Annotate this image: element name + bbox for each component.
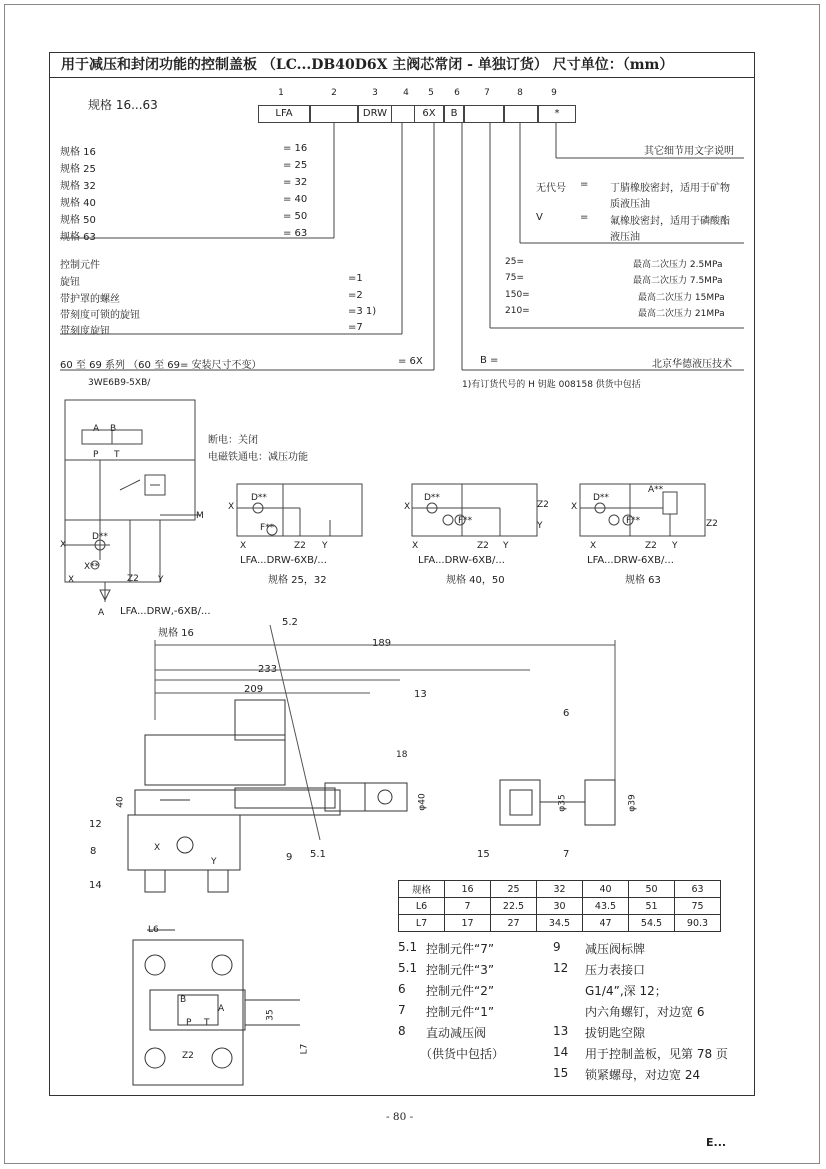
b-text: 北京华德液压技术 <box>652 359 732 370</box>
pressure-75-code: 75= <box>505 273 524 283</box>
seal-nbr-text2: 质液压油 <box>610 199 650 210</box>
control-2-code: =2 <box>348 290 363 301</box>
code-box-other: * <box>538 105 576 123</box>
schematic-note-on: 电磁铁通电：减压功能 <box>208 452 308 463</box>
table-cell: 50 <box>629 881 675 898</box>
port-x1-label: X <box>60 540 67 550</box>
legend-num: 7 <box>398 1003 406 1017</box>
schematic-sub3-label: LFA...DRW-6XB/... <box>587 555 674 566</box>
pressure-210-text: 最高二次压力 21MPa <box>638 309 725 319</box>
schematic-sub2-label: LFA...DRW-6XB/... <box>418 555 505 566</box>
callout-8: 8 <box>90 846 97 857</box>
sub2-port-y-right: Y <box>537 521 543 531</box>
size-32-label: 规格 32 <box>60 181 96 192</box>
dim-dia35: φ35 <box>557 794 568 812</box>
control-1-label: 旋钮 <box>60 277 80 288</box>
size-50-code: = 50 <box>283 211 308 222</box>
legend-text: 用于控制盖板，见第 78 页 <box>585 1047 728 1061</box>
seal-nbr-code: 无代号 <box>536 183 566 194</box>
plan-port-t: T <box>204 1018 210 1028</box>
sub2-port-x: X <box>404 502 411 512</box>
port-xs-label: X** <box>84 562 100 572</box>
size-25-code: = 25 <box>283 160 308 171</box>
port-t-label: T <box>114 450 120 460</box>
port-b-label: B <box>110 424 117 434</box>
page-title: 用于减压和封闭功能的控制盖板 （LC...DB40D6X 主阀芯常闭 - 单独订货） 尺寸单位：（mm） <box>49 52 755 78</box>
dim-l7: L7 <box>299 1043 310 1055</box>
other-details-text: 其它细节用文字说明 <box>644 146 734 157</box>
series-code: = 6X <box>398 356 423 367</box>
table-cell: L7 <box>399 915 445 932</box>
pressure-75-text: 最高二次压力 7.5MPa <box>633 276 723 286</box>
size-50-label: 规格 50 <box>60 215 96 226</box>
table-cell: 22.5 <box>491 898 537 915</box>
port-y-label: Y <box>158 575 164 585</box>
legend-text: 控制元件“3” <box>426 963 495 977</box>
legend-num: 13 <box>553 1024 569 1038</box>
control-3-code: =3 1) <box>348 306 377 317</box>
pressure-25-code: 25= <box>505 257 524 267</box>
seal-fkm-eq: = <box>580 212 589 223</box>
code-pos-2: 2 <box>331 88 337 98</box>
schematic-sub3 <box>580 484 705 536</box>
schematic-main-label: LFA...DRW,-6XB/... <box>120 606 211 617</box>
code-pos-1: 1 <box>278 88 284 98</box>
pressure-150-text: 最高二次压力 15MPa <box>638 293 725 303</box>
legend-text: 拔钥匙空隙 <box>585 1026 646 1040</box>
table-cell: 规格 <box>399 881 445 898</box>
b-code: B = <box>480 355 499 366</box>
legend-num: 9 <box>553 940 561 954</box>
callout-7: 7 <box>563 849 570 860</box>
plan-view-drawing <box>133 930 300 1085</box>
seal-fkm-text2: 液压油 <box>610 232 640 243</box>
dim-18: 18 <box>396 750 408 760</box>
sub1-port-d: D** <box>251 493 267 503</box>
table-cell: 32 <box>537 881 583 898</box>
port-m-label: M <box>196 511 204 521</box>
legend-text: （供货中包括） <box>420 1047 505 1061</box>
size-32-code: = 32 <box>283 177 308 188</box>
table-cell: 47 <box>583 915 629 932</box>
knob-drawing <box>500 780 615 825</box>
sub3-port-y: Y <box>672 541 678 551</box>
pressure-150-code: 150= <box>505 290 530 300</box>
table-cell: 51 <box>629 898 675 915</box>
size-40-code: = 40 <box>283 194 308 205</box>
callout-13: 13 <box>414 689 427 700</box>
valve-note: 3WE6B9-5XB/ <box>88 378 151 388</box>
table-cell: 90.3 <box>675 915 721 932</box>
table-cell: 54.5 <box>629 915 675 932</box>
pressure-210-code: 210= <box>505 306 530 316</box>
size-25-label: 规格 25 <box>60 164 96 175</box>
dim-209: 209 <box>244 684 264 695</box>
legend-text: 锁紧螺母，对边宽 24 <box>585 1068 701 1082</box>
schematic-note-off: 断电：关闭 <box>208 435 258 446</box>
code-pos-6: 6 <box>454 88 460 98</box>
schematic-sub2 <box>412 484 537 536</box>
legend-text: 内六角螺钉，对边宽 6 <box>585 1005 705 1019</box>
drawing-port-x: X <box>154 843 161 853</box>
dimension-lines <box>155 625 615 840</box>
code-pos-9: 9 <box>551 88 557 98</box>
control-1-code: =1 <box>348 273 363 284</box>
port-x2-label: X <box>68 575 75 585</box>
code-box-lfa: LFA <box>258 105 310 123</box>
plan-port-p: P <box>186 1018 192 1028</box>
table-cell: 27 <box>491 915 537 932</box>
code-box-b: B <box>444 105 464 123</box>
pressure-25-text: 最高二次压力 2.5MPa <box>633 260 723 270</box>
port-a-bottom-label: A <box>98 608 105 618</box>
legend-text: G1/4”,深 12； <box>585 984 667 998</box>
size-63-code: = 63 <box>283 228 308 239</box>
code-pos-7: 7 <box>484 88 490 98</box>
seal-fkm-code: V <box>536 212 543 223</box>
control-7-label: 带刻度旋钮 <box>60 326 110 337</box>
legend-num: 12 <box>553 961 569 975</box>
schematic-sub1-label: LFA...DRW-6XB/... <box>240 555 327 566</box>
seal-fkm-text1: 氟橡胶密封，适用于磷酸酯 <box>610 216 730 227</box>
dim-l6: L6 <box>148 925 159 935</box>
code-pos-8: 8 <box>517 88 523 98</box>
legend-num: 8 <box>398 1024 406 1038</box>
plan-port-a: A <box>218 1004 225 1014</box>
sub3-port-as: A** <box>648 485 664 495</box>
legend-num: 14 <box>553 1045 569 1059</box>
sub3-port-z2-right: Z2 <box>706 519 718 529</box>
size-40-label: 规格 40 <box>60 198 96 209</box>
table-cell: 34.5 <box>537 915 583 932</box>
control-2-label: 带护罩的螺丝 <box>60 294 120 305</box>
legend-num: 5.1 <box>398 961 418 975</box>
seal-nbr-eq: = <box>580 179 589 190</box>
table-cell: 30 <box>537 898 583 915</box>
dim-dia39: φ39 <box>627 794 638 812</box>
legend-text: 减压阀标牌 <box>585 942 646 956</box>
sub3-port-x: X <box>571 502 578 512</box>
control-7-code: =7 <box>348 322 363 333</box>
callout-9: 9 <box>286 852 293 863</box>
schematic-main-size: 规格 16 <box>158 628 194 639</box>
port-a-label: A <box>93 424 100 434</box>
table-cell: 16 <box>445 881 491 898</box>
dim-5-2: 5.2 <box>282 617 298 628</box>
table-cell: 40 <box>583 881 629 898</box>
sub1-port-x: X <box>228 502 235 512</box>
sub3-port-x2: X <box>590 541 597 551</box>
port-p-label: P <box>93 450 99 460</box>
dim-189: 189 <box>372 638 392 649</box>
sub2-port-z2-right: Z2 <box>537 500 549 510</box>
size-16-label: 规格 16 <box>60 147 96 158</box>
legend-num: 5.1 <box>398 940 418 954</box>
legend-text: 控制元件“2” <box>426 984 495 998</box>
legend-text: 直动减压阀 <box>426 1026 487 1040</box>
table-cell: 7 <box>445 898 491 915</box>
sub1-port-z2: Z2 <box>294 541 306 551</box>
schematic-sub3-size: 规格 63 <box>625 575 661 586</box>
callout-15: 15 <box>477 849 490 860</box>
callout-12: 12 <box>89 819 102 830</box>
table-cell: 75 <box>675 898 721 915</box>
callout-6: 6 <box>563 708 570 719</box>
series-label: 60 至 69 系列 （60 至 69= 安装尺寸不变） <box>60 360 262 371</box>
table-cell: 17 <box>445 915 491 932</box>
sub2-port-f: F** <box>458 516 473 526</box>
dim-dia40: φ40 <box>417 793 428 811</box>
callout-14: 14 <box>89 880 102 891</box>
control-3-label: 带刻度可锁的旋钮 <box>60 310 140 321</box>
port-d-label: D** <box>92 532 108 542</box>
dim-40: 40 <box>115 796 126 808</box>
code-pos-4: 4 <box>403 88 409 98</box>
table-cell: L6 <box>399 898 445 915</box>
table-cell: 25 <box>491 881 537 898</box>
port-z2-label: Z2 <box>127 574 139 584</box>
legend-text: 压力表接口 <box>585 963 646 977</box>
sub2-port-x2: X <box>412 541 419 551</box>
code-pos-5: 5 <box>428 88 434 98</box>
legend-num: 6 <box>398 982 406 996</box>
schematic-sub2-size: 规格 40，50 <box>446 575 505 586</box>
drawing-port-y: Y <box>211 857 217 867</box>
callout-5-1: 5.1 <box>310 849 326 860</box>
schematic-sub1 <box>237 484 362 536</box>
size-16-code: = 16 <box>283 143 308 154</box>
schematic-main <box>65 400 200 602</box>
code-pos-3: 3 <box>372 88 378 98</box>
schematic-sub1-size: 规格 25，32 <box>268 575 327 586</box>
sub1-port-f: F** <box>260 523 275 533</box>
sub2-port-z2: Z2 <box>477 541 489 551</box>
legend-num: 15 <box>553 1066 569 1080</box>
dim-35: 35 <box>265 1009 276 1021</box>
sub2-port-d: D** <box>424 493 440 503</box>
control-heading: 控制元件 <box>60 260 100 271</box>
legend-text: 控制元件“1” <box>426 1005 495 1019</box>
sub1-port-y: Y <box>322 541 328 551</box>
code-box-drw: DRW <box>358 105 392 123</box>
seal-nbr-text1: 丁腈橡胶密封，适用于矿物 <box>610 183 730 194</box>
sub2-port-y: Y <box>503 541 509 551</box>
valve-body-drawing <box>128 700 407 892</box>
sub1-port-x2: X <box>240 541 247 551</box>
corner-mark: E... <box>706 1136 727 1149</box>
ordering-leaders <box>60 123 744 370</box>
sub3-port-d: D** <box>593 493 609 503</box>
table-cell: 63 <box>675 881 721 898</box>
plan-port-b: B <box>180 995 187 1005</box>
page-number: - 80 - <box>386 1111 414 1123</box>
dim-233: 233 <box>258 664 278 675</box>
sub3-port-z2: Z2 <box>645 541 657 551</box>
code-box-series: 6X <box>414 105 444 123</box>
legend-text: 控制元件“7” <box>426 942 495 956</box>
size-range-label: 规格 16...63 <box>88 98 158 112</box>
size-63-label: 规格 63 <box>60 232 96 243</box>
footnote: 1)有订货代号的 H 钥匙 008158 供货中包括 <box>462 380 641 390</box>
table-cell: 43.5 <box>583 898 629 915</box>
plan-port-z2: Z2 <box>182 1051 194 1061</box>
sub3-port-f: F** <box>626 516 641 526</box>
